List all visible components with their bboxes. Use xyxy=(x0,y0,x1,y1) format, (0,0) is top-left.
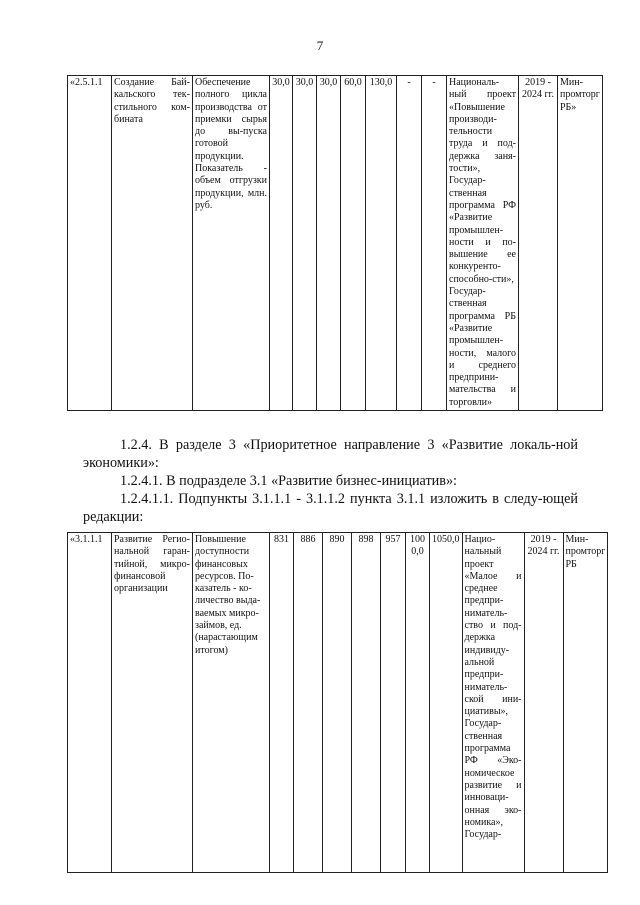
paragraph-1-2-4: 1.2.4. В разделе 3 «Приоритетное направление 3 «Развитие локаль-ной экономики»: xyxy=(83,437,578,471)
table-row xyxy=(68,533,608,873)
value-2025: - xyxy=(422,76,447,411)
measure-name: Создание Бай-кальского тек-стильного ком-бината xyxy=(112,76,193,411)
executor: Мин-промторг РБ» xyxy=(558,76,603,411)
value-2024: 100 0,0 xyxy=(406,533,430,873)
value-2019: 831 xyxy=(270,533,294,873)
value-2020: 30,0 xyxy=(293,76,317,411)
table-row xyxy=(68,76,603,411)
value-2025: 1050,0 xyxy=(430,533,463,873)
paragraph-1-2-4-1-1: 1.2.4.1.1. Подпункты 3.1.1.1 - 3.1.1.2 пункта 3.1.1 изложить в следу-ющей редакции: xyxy=(83,491,578,525)
value-2022: 60,0 xyxy=(341,76,366,411)
measures-table-2 xyxy=(67,532,608,873)
value-2020: 886 xyxy=(294,533,323,873)
programs: Нацио-нальный проект «Малое и среднее предпри-ниматель-ство и под-держка индивиду-альной предпри-ниматель-ской ини-циативы», Государ-ственная программа РФ «Эко-номическое развитие и инноваци-онная эко-номика», Государ- xyxy=(462,533,524,873)
executor: Мин-промторг РБ xyxy=(563,533,608,873)
value-2023: 130,0 xyxy=(366,76,397,411)
period: 2019 - 2024 гг. xyxy=(519,76,558,411)
value-2021: 30,0 xyxy=(317,76,341,411)
indicator-description: Повышение доступности финансовых ресурсов. По-казатель - ко-личество выда-ваемых микро-займов, ед. (нарастающим итогом) xyxy=(193,533,270,873)
period: 2019 - 2024 гг. xyxy=(524,533,563,873)
value-2024: - xyxy=(397,76,422,411)
measures-table-1 xyxy=(67,75,603,411)
programs: Националь-ный проект «Повышение производи-тельности труда и под-держка заня-тости», Государ-ственная программа РФ «Развитие промышлен-ности и по-вышение ее конкуренто-способно-сти», Государ-ственная программа РБ «Развитие промышлен-ности, малого и среднего предприни-мательства и торговли» xyxy=(447,76,519,411)
value-2022: 898 xyxy=(352,533,381,873)
indicator-description: Обеспечение полного цикла производства от приемки сырья до вы-пуска готовой продукции. Показатель - объем отгрузки продукции, млн. руб. xyxy=(193,76,270,411)
value-2019: 30,0 xyxy=(270,76,293,411)
page-number: 7 xyxy=(316,38,324,53)
row-code: «3.1.1.1 xyxy=(68,533,112,873)
paragraph-1-2-4-1: 1.2.4.1. В подразделе 3.1 «Развитие бизнес-инициатив»: xyxy=(120,473,457,489)
value-2023: 957 xyxy=(381,533,406,873)
value-2021: 890 xyxy=(323,533,352,873)
measure-name: Развитие Регио-нальной гаран-тийной, микро-финансовой организации xyxy=(112,533,193,873)
row-code: «2.5.1.1 xyxy=(68,76,112,411)
